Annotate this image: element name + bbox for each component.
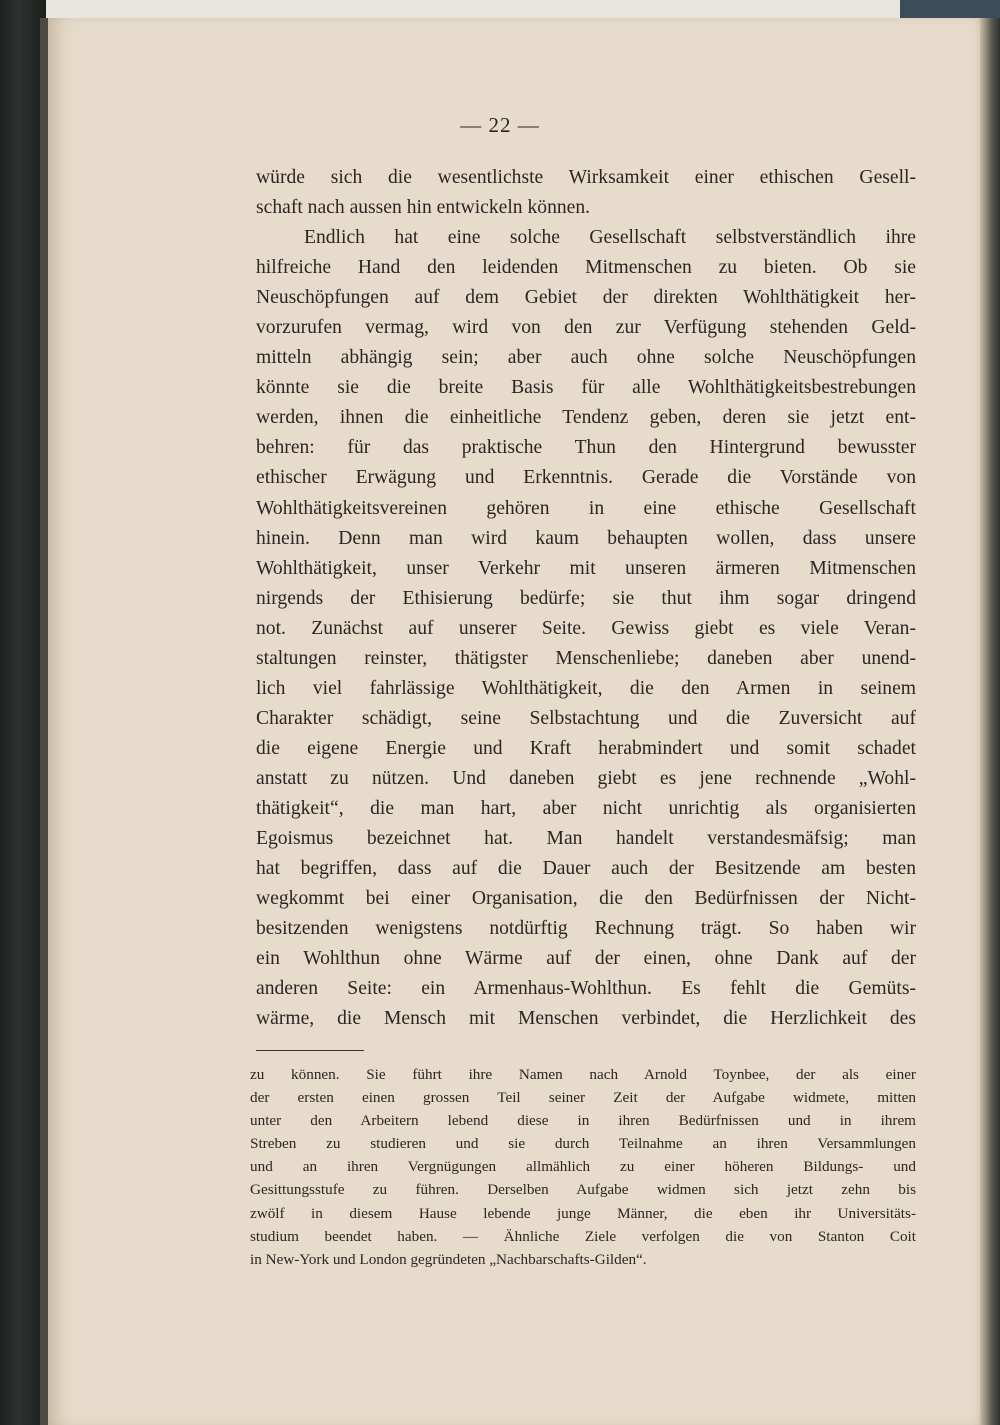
body-line: wärme, die Mensch mit Menschen verbindet, die Herzlichkeit des	[256, 1008, 916, 1030]
footnote-line: und an ihren Vergnügungen allmählich zu einer höheren Bildungs- und	[250, 1158, 916, 1176]
body-line: Wohlthätigkeit, unser Verkehr mit unseren ärmeren Mitmenschen	[256, 557, 916, 579]
body-line: staltungen reinster, thätigster Menschenliebe; daneben aber unend-	[256, 647, 916, 669]
body-line: hinein. Denn man wird kaum behaupten wollen, dass unsere	[256, 527, 916, 549]
body-line: schaft nach aussen hin entwickeln können.	[256, 197, 591, 219]
footnote-line: in New-York und London gegründeten „Nachbarschafts-Gilden“.	[250, 1250, 647, 1268]
body-line: nirgends der Ethisierung bedürfe; sie thut ihm sogar dringend	[256, 587, 916, 609]
body-line: thätigkeit“, die man hart, aber nicht unrichtig als organisierten	[256, 797, 916, 819]
body-line: lich viel fahrlässige Wohlthätigkeit, die den Armen in seinem	[256, 677, 916, 699]
body-line: ethischer Erwägung und Erkenntnis. Gerade die Vorstände von	[256, 467, 916, 489]
page-number: — 22 —	[460, 113, 540, 137]
body-line: Charakter schädigt, seine Selbstachtung und die Zuversicht auf	[256, 707, 916, 729]
footnote-divider	[256, 1050, 364, 1051]
body-line: die eigene Energie und Kraft herabmindert und somit schadet	[256, 737, 916, 759]
footnote-line: studium beendet haben. — Ähnliche Ziele verfolgen die von Stanton Coit	[250, 1227, 916, 1245]
body-line: könnte sie die breite Basis für alle Wohlthätigkeitsbestrebungen	[256, 377, 916, 399]
body-line: Wohlthätigkeitsvereinen gehören in eine ethische Gesellschaft	[256, 497, 916, 519]
body-line: besitzenden wenigstens notdürftig Rechnung trägt. So haben wir	[256, 918, 916, 940]
body-line: hat begriffen, dass auf die Dauer auch der Besitzende am besten	[256, 858, 916, 880]
body-line: not. Zunächst auf unserer Seite. Gewiss giebt es viele Veran-	[256, 617, 916, 639]
footnote-line: Streben zu studieren und sie durch Teilnahme an ihren Versammlungen	[250, 1135, 916, 1153]
footnote	[250, 1063, 916, 1271]
page-gutter	[40, 18, 48, 1425]
page-edge	[980, 18, 1000, 1425]
body-line: vorzurufen vermag, wird von den zur Verfügung stehenden Geld-	[256, 317, 916, 339]
body-line: werden, ihnen die einheitliche Tendenz geben, deren sie jetzt ent-	[256, 407, 916, 429]
footnote-line: der ersten einen grossen Teil seiner Zeit der Aufgabe widmete, mitten	[250, 1089, 916, 1107]
footnote-line: unter den Arbeitern lebend diese in ihren Bedürfnissen und in ihrem	[250, 1112, 916, 1130]
scan-top-margin	[0, 0, 1000, 18]
body-line: anderen Seite: ein Armenhaus-Wohlthun. Es fehlt die Gemüts-	[256, 978, 916, 1000]
body-line: wegkommt bei einer Organisation, die den Bedürfnissen der Nicht-	[256, 888, 916, 910]
body-line: anstatt zu nützen. Und daneben giebt es jene rechnende „Wohl-	[256, 767, 916, 789]
body-line: Neuschöpfungen auf dem Gebiet der direkten Wohlthätigkeit her-	[256, 287, 916, 309]
footnote-line: zwölf in diesem Hause lebende junge Männer, die eben ihr Universitäts-	[250, 1204, 916, 1222]
body-line: ein Wohlthun ohne Wärme auf der einen, ohne Dank auf der	[256, 948, 916, 970]
body-line: behren: für das praktische Thun den Hintergrund bewusster	[256, 437, 916, 459]
body-text	[256, 163, 916, 1034]
body-line: mitteln abhängig sein; aber auch ohne solche Neuschöpfungen	[256, 347, 916, 369]
body-line: würde sich die wesentlichste Wirksamkeit einer ethischen Gesell-	[256, 167, 916, 188]
body-line: Endlich hat eine solche Gesellschaft selbstverständlich ihre	[304, 227, 916, 249]
footnote-line: zu können. Sie führt ihre Namen nach Arnold Toynbee, der als einer	[250, 1066, 916, 1083]
body-line: hilfreiche Hand den leidenden Mitmenschen zu bieten. Ob sie	[256, 257, 916, 279]
footnote-line: Gesittungsstufe zu führen. Derselben Aufgabe widmen sich jetzt zehn bis	[250, 1181, 916, 1199]
scan-corner	[900, 0, 1000, 18]
body-line: Egoismus bezeichnet hat. Man handelt verstandesmäfsig; man	[256, 828, 916, 850]
